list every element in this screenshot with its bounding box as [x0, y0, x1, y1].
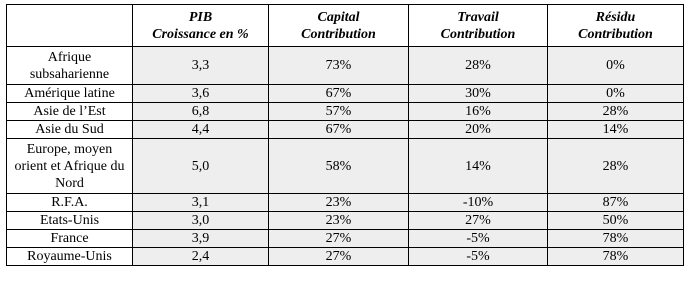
travail-cell: 20%: [409, 121, 548, 139]
residu-cell: 28%: [548, 139, 684, 194]
header-residu-line1: Résidu: [595, 9, 636, 25]
region-cell: Afrique subsaharienne: [7, 47, 133, 85]
header-travail-line1: Travail: [457, 9, 499, 25]
region-cell: Amérique latine: [7, 85, 133, 103]
pib-cell: 3,1: [133, 194, 269, 212]
header-pib-line1: PIB: [188, 9, 213, 25]
residu-cell: 78%: [548, 248, 684, 266]
residu-cell: 87%: [548, 194, 684, 212]
residu-cell: 0%: [548, 47, 684, 85]
capital-cell: 23%: [269, 212, 409, 230]
header-corner-cell: [7, 5, 133, 47]
capital-cell: 67%: [269, 121, 409, 139]
travail-cell: 16%: [409, 103, 548, 121]
capital-cell: 27%: [269, 248, 409, 266]
capital-cell: 23%: [269, 194, 409, 212]
header-pib-line2: Croissance en %: [152, 26, 249, 42]
residu-cell: 28%: [548, 103, 684, 121]
region-cell: Etats-Unis: [7, 212, 133, 230]
region-cell: France: [7, 230, 133, 248]
table-row: [7, 103, 684, 121]
region-cell: R.F.A.: [7, 194, 133, 212]
travail-cell: 27%: [409, 212, 548, 230]
pib-cell: 5,0: [133, 139, 269, 194]
capital-cell: 57%: [269, 103, 409, 121]
table-row: [7, 212, 684, 230]
header-capital-line1: Capital: [317, 9, 360, 25]
header-residu: [548, 5, 684, 47]
header-row: [7, 5, 684, 47]
residu-cell: 50%: [548, 212, 684, 230]
capital-cell: 27%: [269, 230, 409, 248]
pib-cell: 4,4: [133, 121, 269, 139]
capital-cell: 73%: [269, 47, 409, 85]
table-row: [7, 230, 684, 248]
capital-cell: 67%: [269, 85, 409, 103]
travail-cell: -10%: [409, 194, 548, 212]
travail-cell: 28%: [409, 47, 548, 85]
pib-cell: 3,0: [133, 212, 269, 230]
growth-contribution-table: [6, 4, 684, 266]
header-pib: [133, 5, 269, 47]
travail-cell: 14%: [409, 139, 548, 194]
residu-cell: 78%: [548, 230, 684, 248]
table-row: [7, 248, 684, 266]
header-capital-line2: Contribution: [301, 26, 376, 42]
header-capital: [269, 5, 409, 47]
pib-cell: 3,9: [133, 230, 269, 248]
header-travail: [409, 5, 548, 47]
capital-cell: 58%: [269, 139, 409, 194]
region-cell: Asie du Sud: [7, 121, 133, 139]
header-travail-line2: Contribution: [440, 26, 516, 42]
residu-cell: 0%: [548, 85, 684, 103]
pib-cell: 2,4: [133, 248, 269, 266]
pib-cell: 3,3: [133, 47, 269, 85]
region-cell: Royaume-Unis: [7, 248, 133, 266]
table-row: [7, 85, 684, 103]
residu-cell: 14%: [548, 121, 684, 139]
travail-cell: -5%: [409, 248, 548, 266]
table-row: [7, 47, 684, 85]
table-row: [7, 194, 684, 212]
travail-cell: 30%: [409, 85, 548, 103]
table-row: [7, 121, 684, 139]
region-cell: Asie de l’Est: [7, 103, 133, 121]
table-row: [7, 139, 684, 194]
header-residu-line2: Contribution: [578, 26, 653, 42]
travail-cell: -5%: [409, 230, 548, 248]
pib-cell: 6,8: [133, 103, 269, 121]
pib-cell: 3,6: [133, 85, 269, 103]
region-cell: Europe, moyen orient et Afrique du Nord: [7, 139, 133, 194]
